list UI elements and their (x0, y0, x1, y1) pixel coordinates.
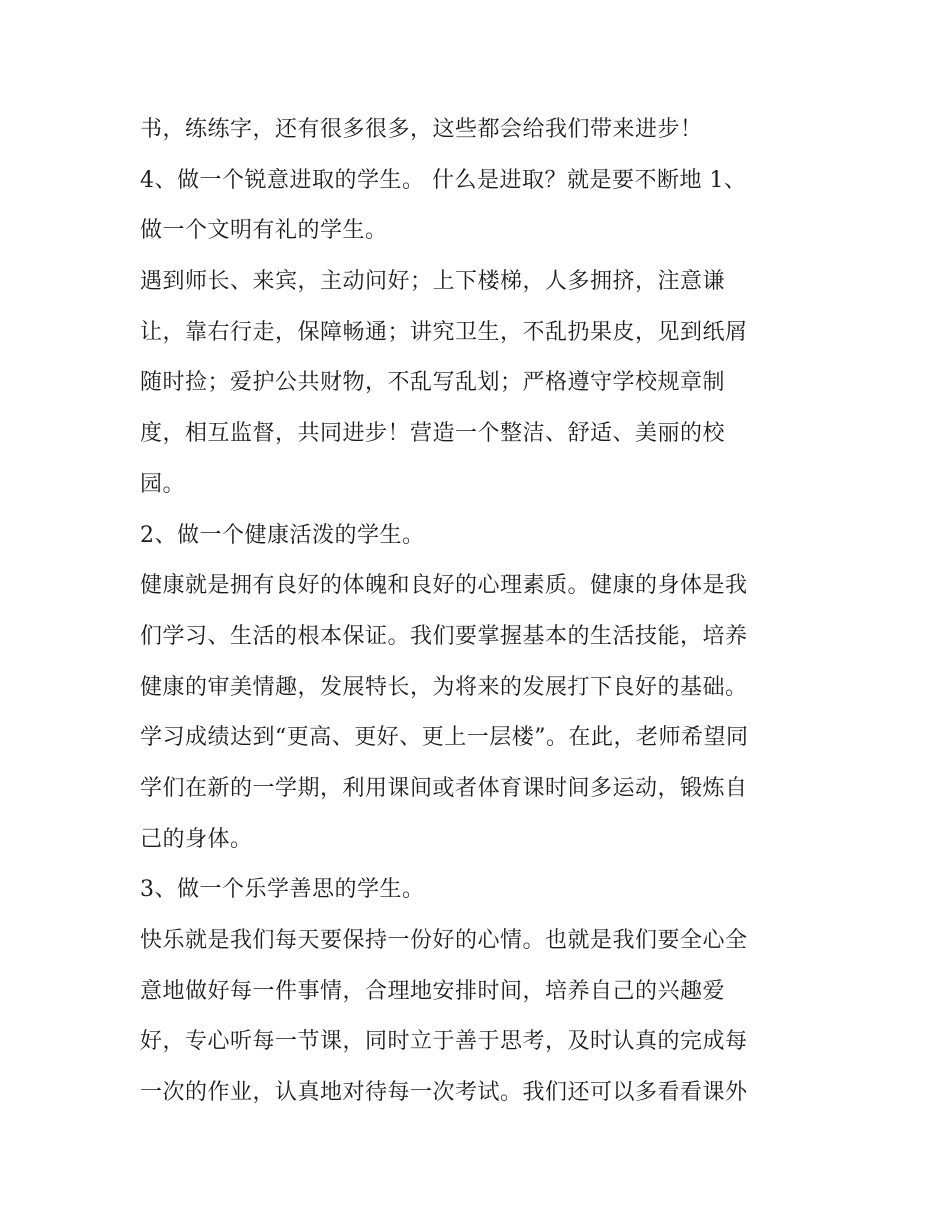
text-line: 健康就是拥有良好的体魄和良好的心理素质。健康的身体是我 (140, 573, 748, 599)
text-line: 意地做好每一件事情，合理地安排时间，培养自己的兴趣爱 (140, 978, 726, 1004)
document-body (140, 105, 820, 1119)
text-line: 遇到师长、来宾，主动问好；上下楼梯，人多拥挤，注意谦 (140, 269, 726, 295)
heading-line: 4、做一个锐意进取的学生。 什么是进取？就是要不断地 1、 (140, 167, 747, 193)
text-line: 好，专心听每一节课，同时立于善于思考，及时认真的完成每 (140, 1029, 748, 1055)
heading-line: 2、做一个健康活泼的学生。 (140, 522, 425, 548)
text-line: 己的身体。 (140, 826, 253, 852)
text-line: 随时捡；爱护公共财物，不乱写乱划；严格遵守学校规章制 (140, 370, 726, 396)
text-line: 学们在新的一学期，利用课间或者体育课时间多运动，锻炼自 (140, 775, 748, 801)
text-line: 让，靠右行走，保障畅通；讲究卫生，不乱扔果皮，见到纸屑 (140, 319, 748, 345)
text-line: 度，相互监督，共同进步！营造一个整洁、舒适、美丽的校 (140, 421, 726, 447)
text-line: 一次的作业，认真地对待每一次考试。我们还可以多看看课外 (140, 1080, 748, 1106)
text-line: 学习成绩达到“更高、更好、更上一层楼”。在此，老师希望同 (140, 725, 749, 751)
text-line: 快乐就是我们每天要保持一份好的心情。也就是我们要全心全 (140, 928, 748, 953)
text-line: 园。 (140, 471, 186, 497)
text-line: 们学习、生活的根本保证。我们要掌握基本的生活技能，培养 (140, 623, 748, 649)
text-line: 书，练练字，还有很多很多，这些都会给我们带来进步！ (140, 117, 703, 142)
heading-line: 3、做一个乐学善思的学生。 (140, 877, 425, 903)
text-line: 做一个文明有礼的学生。 (140, 218, 388, 244)
text-line: 健康的审美情趣，发展特长，为将来的发展打下良好的基础。 (140, 674, 748, 700)
